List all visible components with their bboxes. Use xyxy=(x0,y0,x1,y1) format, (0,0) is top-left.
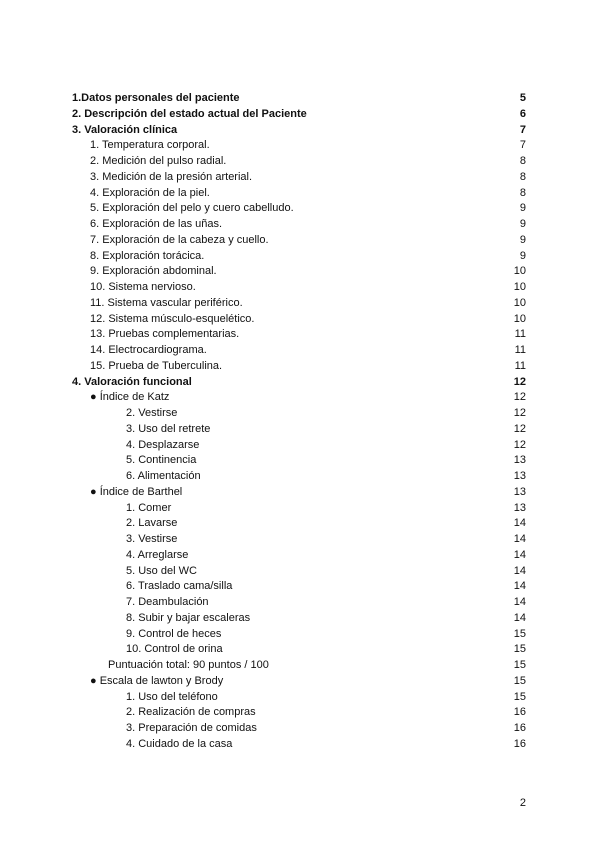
toc-entry-title: ● Índice de Katz xyxy=(90,391,170,404)
toc-entry[interactable] xyxy=(0,532,600,548)
toc-entry[interactable] xyxy=(0,296,600,312)
toc-entry[interactable] xyxy=(0,91,600,107)
toc-entry-title: 13. Pruebas complementarias. xyxy=(90,328,240,341)
toc-entry-page: 12 xyxy=(513,375,526,388)
toc-entry-page: 13 xyxy=(513,454,526,467)
toc-entry-page: 9 xyxy=(519,233,526,246)
toc-entry[interactable] xyxy=(0,611,600,627)
toc-entry-page: 7 xyxy=(519,123,526,136)
toc-entry-page: 10 xyxy=(513,265,526,278)
toc-entry-page: 15 xyxy=(513,643,526,656)
toc-entry-title: 4. Arreglarse xyxy=(126,548,189,561)
toc-entry-title: 6. Exploración de las uñas. xyxy=(90,218,223,230)
toc-entry-page: 12 xyxy=(513,391,526,404)
toc-entry[interactable] xyxy=(0,390,600,406)
table-of-contents xyxy=(0,91,600,753)
toc-entry-page: 10 xyxy=(513,296,526,309)
toc-entry-title: 1. Temperatura corporal. xyxy=(90,139,210,152)
toc-entry-title: 3. Medición de la presión arterial. xyxy=(90,170,253,183)
toc-entry-page: 8 xyxy=(519,170,526,183)
toc-entry-title: 10. Sistema nervioso. xyxy=(90,281,196,293)
toc-entry-title: 3. Vestirse xyxy=(126,533,178,545)
toc-entry-page: 12 xyxy=(513,422,526,435)
toc-entry-title: 2. Realización de compras xyxy=(126,706,256,719)
toc-entry[interactable] xyxy=(0,501,600,517)
toc-entry-title: 7. Exploración de la cabeza y cuello. xyxy=(90,233,269,246)
toc-entry-title: 2. Vestirse xyxy=(126,407,178,419)
toc-entry-title: 2. Descripción del estado actual del Paciente xyxy=(72,107,307,120)
toc-entry[interactable] xyxy=(0,721,600,737)
toc-entry-page: 10 xyxy=(513,281,526,293)
toc-entry[interactable] xyxy=(0,107,600,123)
toc-entry-title: 1. Comer xyxy=(126,501,172,514)
toc-entry[interactable] xyxy=(0,154,600,170)
toc-entry[interactable] xyxy=(0,627,600,643)
toc-entry-title: 3. Valoración clínica xyxy=(72,123,178,136)
toc-entry[interactable] xyxy=(0,737,600,753)
toc-entry-page: 13 xyxy=(513,485,526,498)
toc-entry-page: 14 xyxy=(513,580,526,593)
toc-entry[interactable] xyxy=(0,233,600,249)
toc-entry[interactable] xyxy=(0,705,600,721)
toc-entry[interactable] xyxy=(0,217,600,233)
toc-entry-page: 14 xyxy=(513,596,526,608)
toc-entry-title: 4. Valoración funcional xyxy=(72,375,192,388)
toc-entry-title: 11. Sistema vascular periférico. xyxy=(90,296,243,309)
toc-entry-title: ● Escala de lawton y Brody xyxy=(90,674,224,687)
toc-entry-page: 14 xyxy=(513,564,526,577)
toc-entry-title: 3. Uso del retrete xyxy=(126,422,211,435)
toc-entry-title: 14. Electrocardiograma. xyxy=(90,344,207,356)
toc-entry-title: 5. Uso del WC xyxy=(126,564,197,577)
toc-entry-page: 14 xyxy=(513,548,526,561)
toc-entry[interactable] xyxy=(0,280,600,296)
toc-entry-page: 11 xyxy=(514,359,526,372)
toc-entry-page: 15 xyxy=(513,627,526,640)
toc-entry-page: 15 xyxy=(513,690,526,703)
toc-entry[interactable] xyxy=(0,406,600,422)
toc-entry-page: 16 xyxy=(513,722,526,734)
toc-entry-page: 16 xyxy=(513,737,526,750)
toc-entry-title: Puntuación total: 90 puntos / 100 xyxy=(108,659,269,671)
toc-entry-title: 4. Cuidado de la casa xyxy=(126,737,233,750)
toc-entry[interactable] xyxy=(0,170,600,186)
toc-entry-title: ● Índice de Barthel xyxy=(90,485,183,498)
toc-entry-page: 7 xyxy=(519,139,526,152)
toc-entry-page: 15 xyxy=(513,659,526,671)
toc-entry-page: 11 xyxy=(514,328,526,341)
toc-entry-title: 6. Alimentación xyxy=(126,470,201,482)
toc-entry-title: 1. Uso del teléfono xyxy=(126,690,218,703)
toc-entry-page: 14 xyxy=(513,517,526,530)
toc-entry-page: 9 xyxy=(519,218,526,230)
toc-entry-title: 9. Exploración abdominal. xyxy=(90,265,217,278)
toc-entry-title: 9. Control de heces xyxy=(126,627,222,640)
toc-entry[interactable] xyxy=(0,422,600,438)
toc-entry-title: 2. Lavarse xyxy=(126,517,178,530)
toc-entry-title: 1.Datos personales del paciente xyxy=(72,92,240,104)
toc-entry-title: 4. Exploración de la piel. xyxy=(90,186,210,199)
toc-entry[interactable] xyxy=(0,438,600,454)
toc-entry-title: 15. Prueba de Tuberculina. xyxy=(90,359,223,372)
toc-entry-page: 14 xyxy=(513,611,526,624)
toc-entry[interactable] xyxy=(0,548,600,564)
toc-entry[interactable] xyxy=(0,469,600,485)
toc-entry-title: 3. Preparación de comidas xyxy=(126,722,257,734)
toc-entry[interactable] xyxy=(0,138,600,154)
toc-entry-page: 16 xyxy=(513,706,526,719)
toc-entry-title: 5. Continencia xyxy=(126,454,197,467)
toc-entry[interactable] xyxy=(0,658,600,674)
toc-entry-title: 5. Exploración del pelo y cuero cabelludo. xyxy=(90,202,294,215)
toc-entry-title: 7. Deambulación xyxy=(126,596,209,608)
toc-entry[interactable] xyxy=(0,690,600,706)
toc-entry[interactable] xyxy=(0,516,600,532)
toc-entry-title: 8. Exploración torácica. xyxy=(90,249,205,262)
toc-entry[interactable] xyxy=(0,312,600,328)
toc-entry-page: 8 xyxy=(519,186,526,199)
page-number: 2 xyxy=(519,797,526,809)
toc-entry[interactable] xyxy=(0,249,600,265)
toc-entry-title: 2. Medición del pulso radial. xyxy=(90,155,227,167)
toc-entry[interactable] xyxy=(0,485,600,501)
toc-entry-page: 15 xyxy=(513,674,526,687)
toc-entry[interactable] xyxy=(0,642,600,658)
toc-entry-page: 11 xyxy=(514,344,526,356)
toc-entry[interactable] xyxy=(0,327,600,343)
toc-entry-title: 4. Desplazarse xyxy=(126,438,200,451)
toc-entry-title: 6. Traslado cama/silla xyxy=(126,580,233,593)
toc-entry-page: 9 xyxy=(519,202,526,215)
toc-entry-page: 5 xyxy=(519,92,526,104)
toc-entry-title: 12. Sistema músculo-esquelético. xyxy=(90,312,255,325)
toc-entry[interactable] xyxy=(0,264,600,280)
toc-entry-page: 14 xyxy=(513,533,526,545)
toc-entry[interactable] xyxy=(0,123,600,139)
toc-entry-page: 12 xyxy=(513,407,526,419)
toc-entry-title: 10. Control de orina xyxy=(126,643,223,656)
toc-entry[interactable] xyxy=(0,359,600,375)
toc-entry[interactable] xyxy=(0,564,600,580)
toc-entry[interactable] xyxy=(0,375,600,391)
toc-entry-page: 12 xyxy=(513,438,526,451)
toc-entry-page: 10 xyxy=(513,312,526,325)
toc-entry-page: 6 xyxy=(519,107,526,120)
toc-entry[interactable] xyxy=(0,343,600,359)
toc-entry[interactable] xyxy=(0,579,600,595)
toc-entry[interactable] xyxy=(0,201,600,217)
toc-entry-page: 13 xyxy=(513,501,526,514)
toc-entry-page: 13 xyxy=(513,470,526,482)
toc-entry[interactable] xyxy=(0,186,600,202)
toc-entry[interactable] xyxy=(0,595,600,611)
toc-entry-title: 8. Subir y bajar escaleras xyxy=(126,611,251,624)
toc-entry[interactable] xyxy=(0,674,600,690)
toc-entry-page: 8 xyxy=(519,155,526,167)
toc-entry-page: 9 xyxy=(519,249,526,262)
toc-entry[interactable] xyxy=(0,453,600,469)
